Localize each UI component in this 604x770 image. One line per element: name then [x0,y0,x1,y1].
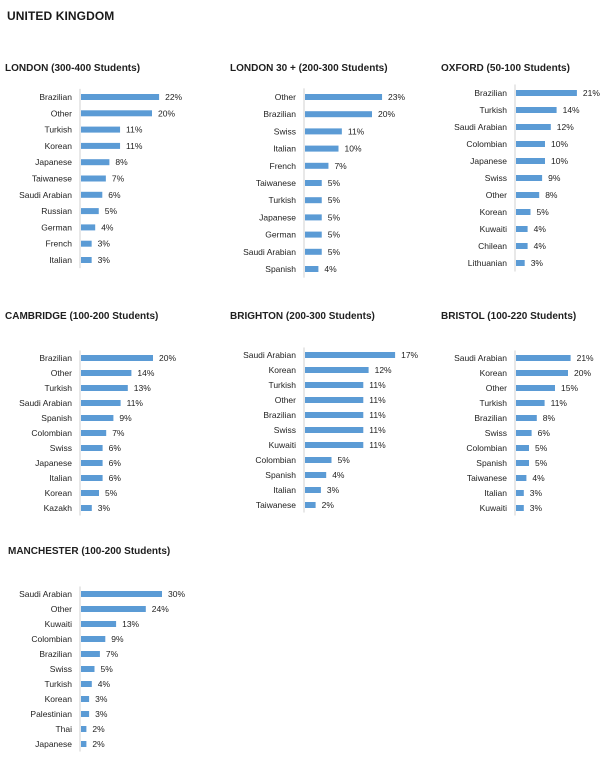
data-label: 14% [562,105,580,115]
category-label: Other [274,395,296,405]
bar [81,696,89,702]
category-label: Lithuanian [467,258,507,268]
category-label: Turkish [479,398,507,408]
data-label: 10% [551,139,569,149]
data-label: 2% [92,739,105,749]
bar [81,445,103,451]
data-label: 10% [551,156,569,166]
category-label: Kuwaiti [479,224,507,234]
chart-plot [441,63,601,275]
data-label: 3% [95,709,108,719]
bar [516,415,537,421]
data-label: 11% [369,440,386,450]
bar [81,741,86,747]
category-label: Turkish [44,679,72,689]
data-label: 9% [111,634,124,644]
category-label: Japanese [470,156,507,166]
chart-title: LONDON 30 + (200-300 Students) [230,63,388,74]
bar [81,159,109,165]
bar [305,180,322,186]
bar [81,385,128,391]
bar [81,176,106,182]
data-label: 3% [97,255,110,265]
chart-plot [230,311,430,517]
category-label: Spanish [265,264,296,274]
bar [81,460,103,466]
bar [81,355,153,361]
bar [81,636,105,642]
bar [305,472,326,478]
bar [81,651,100,657]
category-label: Brazilian [474,88,507,98]
bar [81,257,92,263]
bar [305,111,372,117]
page-title: UNITED KINGDOM [7,9,115,23]
data-label: 4% [533,241,546,251]
category-label: Korean [479,368,507,378]
bar [81,475,103,481]
bar [81,415,113,421]
bar [516,430,532,436]
data-label: 20% [158,108,176,119]
bar [516,192,539,198]
category-label: Spanish [265,470,296,480]
bar [305,232,322,238]
data-label: 11% [369,395,386,405]
bar [81,192,102,198]
category-label: Taiwanese [31,173,72,184]
bar [516,400,545,406]
data-label: 5% [327,229,341,240]
data-label: 3% [530,258,543,268]
category-label: Korean [479,207,507,217]
category-label: Saudi Arabian [243,246,296,257]
category-label: Swiss [273,126,296,137]
chart-title: OXFORD (50-100 Students) [441,63,570,74]
bar [81,241,92,247]
bar [305,382,363,388]
category-label: Colombian [31,428,72,438]
category-label: Thai [55,724,72,734]
category-label: Colombian [255,455,296,465]
data-label: 6% [108,473,121,483]
data-label: 5% [535,458,548,468]
chart-title: LONDON (300-400 Students) [5,63,141,74]
category-label: Kuwaiti [44,619,72,629]
bar [305,214,322,220]
category-label: Japanese [35,157,72,168]
chart-bristol [441,311,601,517]
bar [305,442,363,448]
data-label: 13% [122,619,140,629]
data-label: 21% [582,88,600,98]
category-label: Brazilian [263,410,296,420]
data-label: 8% [542,413,556,423]
data-label: 11% [369,380,386,390]
data-label: 12% [556,122,574,132]
bar [516,226,528,232]
bar [516,445,529,451]
data-label: 8% [115,157,128,168]
category-label: French [45,238,72,249]
category-label: Colombian [31,634,72,644]
category-label: Kazakh [43,503,72,513]
data-label: 7% [112,428,125,438]
category-label: Spanish [41,413,72,423]
chart-title: BRIGHTON (200-300 Students) [230,311,375,322]
chart-title: BRISTOL (100-220 Students) [441,311,577,322]
bar [81,208,99,214]
bar [305,412,363,418]
data-label: 5% [327,246,341,257]
data-label: 6% [108,189,121,200]
chart-manchester [8,546,208,756]
chart-london-30 [230,63,430,278]
data-label: 17% [401,350,419,360]
category-label: Italian [49,255,72,265]
bar [305,367,369,373]
category-label: Colombian [466,139,507,149]
bar [81,400,121,406]
data-label: 11% [550,398,567,408]
category-label: French [269,160,296,171]
category-label: Turkish [268,380,296,390]
bar [516,107,557,113]
data-label: 3% [326,485,340,495]
data-label: 4% [97,679,111,689]
category-label: Italian [273,485,296,495]
chart-plot [441,311,601,517]
category-label: Turkish [44,124,72,135]
category-label: Turkish [479,105,507,115]
data-label: 11% [369,425,386,435]
bar [305,397,363,403]
category-label: Kuwaiti [268,440,296,450]
data-label: 2% [321,500,334,510]
category-label: Saudi Arabian [454,122,507,132]
data-label: 3% [529,503,543,513]
category-label: Japanese [35,739,72,749]
category-label: Korean [44,488,72,498]
bar [81,591,162,597]
bar [305,487,321,493]
category-label: Swiss [49,443,72,453]
bar [516,124,551,130]
data-label: 2% [92,724,105,734]
bar [81,681,92,687]
category-label: Saudi Arabian [19,398,72,408]
bar [81,606,146,612]
bar [516,243,528,249]
bar [305,163,328,169]
data-label: 24% [151,604,169,614]
category-label: Brazilian [474,413,507,423]
chart-brighton [230,311,430,517]
data-label: 7% [334,160,347,171]
data-label: 8% [545,190,558,200]
category-label: Brazilian [39,353,72,363]
bar [305,352,395,358]
data-label: 4% [101,222,114,233]
bar [516,460,529,466]
data-label: 6% [108,458,121,468]
data-label: 5% [100,664,113,674]
bar [305,94,382,100]
data-label: 20% [378,109,396,120]
bar [81,666,95,672]
data-label: 5% [327,212,341,223]
data-label: 21% [576,353,594,363]
bar [305,502,316,508]
data-label: 5% [105,488,118,498]
category-label: Saudi Arabian [454,353,507,363]
category-label: Taiwanese [466,473,507,483]
data-label: 20% [159,353,177,363]
category-label: Japanese [259,212,296,223]
category-label: Russian [41,206,72,217]
data-label: 3% [97,238,110,249]
data-label: 4% [533,224,546,234]
category-label: Taiwanese [255,178,296,188]
category-label: Italian [484,488,507,498]
bar [81,224,95,230]
category-label: Taiwanese [255,500,296,510]
category-label: Palestinian [30,709,72,719]
category-label: Colombian [466,443,507,453]
category-label: Other [485,383,507,393]
category-label: Other [274,92,296,102]
data-label: 4% [324,264,337,274]
bar [516,158,545,164]
data-label: 14% [137,368,155,378]
data-label: 11% [126,140,143,151]
category-label: German [265,229,296,240]
data-label: 7% [111,173,125,184]
data-label: 13% [133,383,151,393]
chart-oxford [441,63,601,275]
category-label: Japanese [35,458,72,468]
category-label: Other [50,604,72,614]
data-label: 7% [105,649,119,659]
chart-london [5,63,205,273]
bar [81,94,159,100]
data-label: 5% [337,455,350,465]
bar [81,505,92,511]
bar [81,726,86,732]
data-label: 11% [347,126,365,137]
data-label: 3% [529,488,543,498]
data-label: 23% [388,92,406,102]
data-label: 6% [108,443,121,453]
category-label: Brazilian [263,109,296,120]
category-label: Brazilian [39,92,72,102]
category-label: German [41,222,72,233]
category-label: Korean [44,140,72,151]
bar [516,141,545,147]
bar [516,490,524,496]
data-label: 22% [165,92,183,102]
bar [516,260,525,266]
bar [81,490,99,496]
data-label: 4% [532,473,545,483]
bar [516,355,571,361]
category-label: Saudi Arabian [19,589,72,599]
data-label: 3% [95,694,108,704]
bar [81,711,89,717]
bar [81,127,120,133]
category-label: Spanish [476,458,507,468]
data-label: 5% [535,443,548,453]
category-label: Swiss [484,428,507,438]
bar [516,475,526,481]
data-label: 9% [548,173,561,183]
category-label: Kuwaiti [479,503,507,513]
data-label: 11% [369,410,386,420]
data-label: 11% [126,124,143,135]
chart-cambridge [5,311,205,517]
category-label: Other [50,368,72,378]
category-label: Saudi Arabian [243,350,296,360]
data-label: 15% [561,383,579,393]
category-label: Italian [49,473,72,483]
bar [516,505,524,511]
bar [305,128,342,134]
data-label: 10% [344,143,362,154]
bar [516,175,542,181]
category-label: Turkish [44,383,72,393]
bar [516,385,555,391]
data-label: 20% [574,368,592,378]
chart-plot [5,311,205,517]
chart-title: MANCHESTER (100-200 Students) [8,546,171,557]
data-label: 6% [537,428,550,438]
category-label: Other [485,190,507,200]
category-label: Other [50,108,72,119]
category-label: Brazilian [39,649,72,659]
data-label: 30% [168,589,186,599]
chart-title: CAMBRIDGE (100-200 Students) [5,311,159,322]
category-label: Italian [273,143,296,154]
data-label: 5% [104,206,118,217]
bar [81,621,116,627]
category-label: Korean [268,365,296,375]
data-label: 12% [374,365,392,375]
data-label: 11% [126,398,143,408]
category-label: Swiss [484,173,507,183]
chart-plot [230,63,430,278]
category-label: Swiss [273,425,296,435]
bar [305,249,322,255]
category-label: Chilean [478,241,507,251]
data-label: 4% [332,470,345,480]
bar [305,197,322,203]
bar [516,90,577,96]
bar [81,370,131,376]
category-label: Turkish [268,195,296,206]
category-label: Saudi Arabian [19,189,72,200]
data-label: 5% [327,178,341,188]
data-label: 5% [536,207,549,217]
chart-plot [5,63,205,273]
category-label: Korean [44,694,72,704]
bar [81,110,152,116]
bar [305,266,318,272]
bar [305,146,339,152]
bar [305,457,332,463]
chart-plot [8,546,208,756]
bar [81,143,120,149]
data-label: 3% [97,503,111,513]
bar [305,427,363,433]
category-label: Swiss [49,664,72,674]
bar [81,430,106,436]
bar [516,370,568,376]
bar [516,209,531,215]
data-label: 9% [119,413,132,423]
data-label: 5% [327,195,341,206]
